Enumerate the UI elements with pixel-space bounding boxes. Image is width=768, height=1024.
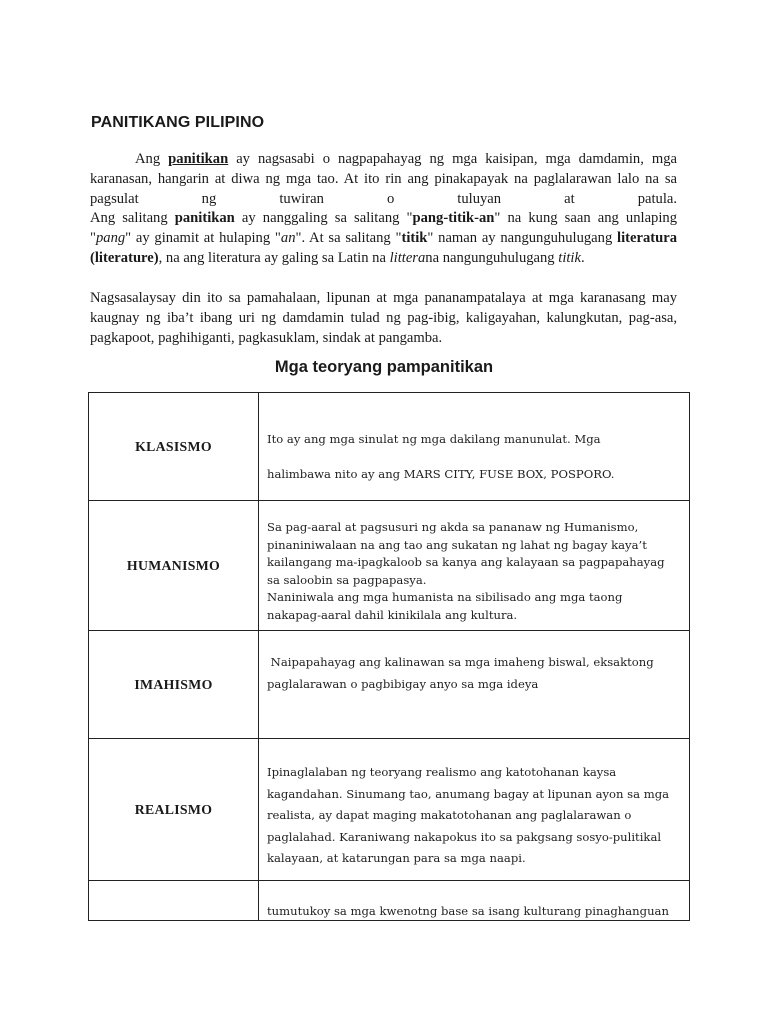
- term-panitikan: panitikan: [174, 210, 235, 226]
- theory-description: [259, 631, 690, 739]
- table-row: [89, 739, 690, 881]
- description-line: realista, ay dapat maging makatotohanan ang paglalarawan o: [267, 808, 632, 823]
- text-span: " na kung saan ang unlaping: [494, 210, 677, 226]
- description-line: Ipinaglalaban ng teoryang realismo ang katotohanan kaysa: [267, 765, 617, 779]
- paragraph-themes: Nagsasalaysay din ito sa pamahalaan, lipunan at mga pananampatalaya at mga karanasang may kaugnay ng iba’t ibang uri ng damdamin tulad ng pag-ibig, kaligayahan, kalungkutan, pag-asa, pagkapoot, paghihiganti, pagkasuklam, sindak at pangamba.: [90, 290, 677, 346]
- description-line: kagandahan. Sinumang tao, anumang bagay at lipunan ayon sa mga: [267, 786, 670, 801]
- theory-description: [259, 881, 690, 921]
- description-line: sa saloobin sa pagpapasya.: [267, 572, 427, 587]
- description-line: halimbawa nito ay ang MARS CITY, FUSE BOX, POSPORO.: [267, 467, 615, 481]
- description-line: paglalarawan o pagbibigay anyo sa mga ideya: [267, 676, 539, 691]
- text-span: , na ang literatura ay galing sa Latin na: [158, 250, 386, 266]
- paragraph-etymology: [90, 208, 677, 268]
- table-row: [89, 501, 690, 631]
- text-span: .: [580, 250, 585, 266]
- paragraph-line: [90, 149, 677, 169]
- term-panitikan: panitikan: [168, 151, 229, 167]
- description-line: pinaniniwalaan na ang tao ang sukatan ng lahat ng bagay kaya’t: [267, 537, 647, 552]
- term-an: an: [280, 230, 296, 246]
- description-line: paglalahad. Karaniwang nakapokus ito sa pakgsang sosyo-pulitikal: [267, 829, 662, 844]
- theories-table: [88, 392, 690, 921]
- document-title: PANITIKANG PILIPINO: [91, 114, 265, 131]
- description-line: kailangang ma-ipagkaloob sa kanya ang kalayaan sa pagpapahayag: [267, 555, 665, 570]
- paragraph-line: pagsulat ng tuwiran o tuluyan at patula.: [90, 191, 677, 207]
- term-titik-italic: titik: [558, 250, 581, 266]
- section-heading: Mga teoryang pampanitikan: [274, 358, 494, 376]
- term-pang: pang: [95, 230, 126, 246]
- text-span: ay nanggaling sa salitang ": [241, 210, 413, 226]
- theory-description: [259, 501, 690, 631]
- description-line: Ito ay ang mga sinulat ng mga dakilang manunulat. Mga: [267, 432, 601, 446]
- text-span: Ang salitang: [90, 210, 168, 226]
- theory-name: IMAHISMO: [89, 631, 259, 739]
- text-span: Ang: [135, 151, 161, 167]
- theory-description: [259, 739, 690, 881]
- theory-name: [89, 881, 259, 921]
- description-line: kalayaan, at katarungan para sa mga naapi.: [267, 851, 526, 866]
- text-span: ay nagsasabi o nagpapahayag ng mga kaisipan, mga damdamin, mga: [236, 151, 677, 167]
- term-literatura: literatura (literature): [90, 230, 678, 266]
- theory-name: KLASISMO: [89, 393, 259, 501]
- description-line: Naniniwala ang mga humanista na sibilisado ang mga taong: [267, 590, 623, 605]
- text-span: na: [425, 250, 440, 266]
- term-titik: titik: [401, 230, 428, 246]
- paragraph-line: karanasan, hangarin at diwa ng mga tao. At ito rin ang pinakapayak na paglalarawan lalo na sa: [90, 171, 677, 187]
- description-line: nakapag-aaral dahil kinikilala ang kultura.: [267, 607, 518, 622]
- text-span: ": [90, 230, 96, 246]
- theory-name: REALISMO: [89, 739, 259, 881]
- description-line: Naipapahayag ang kalinawan sa mga imaheng biswal, eksaktong: [267, 655, 654, 669]
- theory-description: [259, 393, 690, 501]
- text-span: " naman ay: [427, 230, 496, 246]
- term-littera: littera: [389, 250, 426, 266]
- text-span: ". At sa salitang ": [295, 230, 402, 246]
- text-span: nangunguhulugang: [500, 230, 613, 246]
- text-span: " ay ginamit at hulaping ": [125, 230, 281, 246]
- paragraph-panitikan-definition: [90, 149, 677, 209]
- table-row: [89, 881, 690, 921]
- term-pang-titik-an: pang-titik-an: [412, 210, 495, 226]
- table-row: [89, 631, 690, 739]
- text-span: nangunguhulugang: [442, 250, 555, 266]
- description-line: Sa pag-aaral at pagsusuri ng akda sa pananaw ng Humanismo,: [267, 520, 639, 534]
- theory-name: HUMANISMO: [89, 501, 259, 631]
- description-line: tumutukoy sa mga kwenotng base sa isang kulturang pinaghanguan: [267, 904, 669, 918]
- table-row: [89, 393, 690, 501]
